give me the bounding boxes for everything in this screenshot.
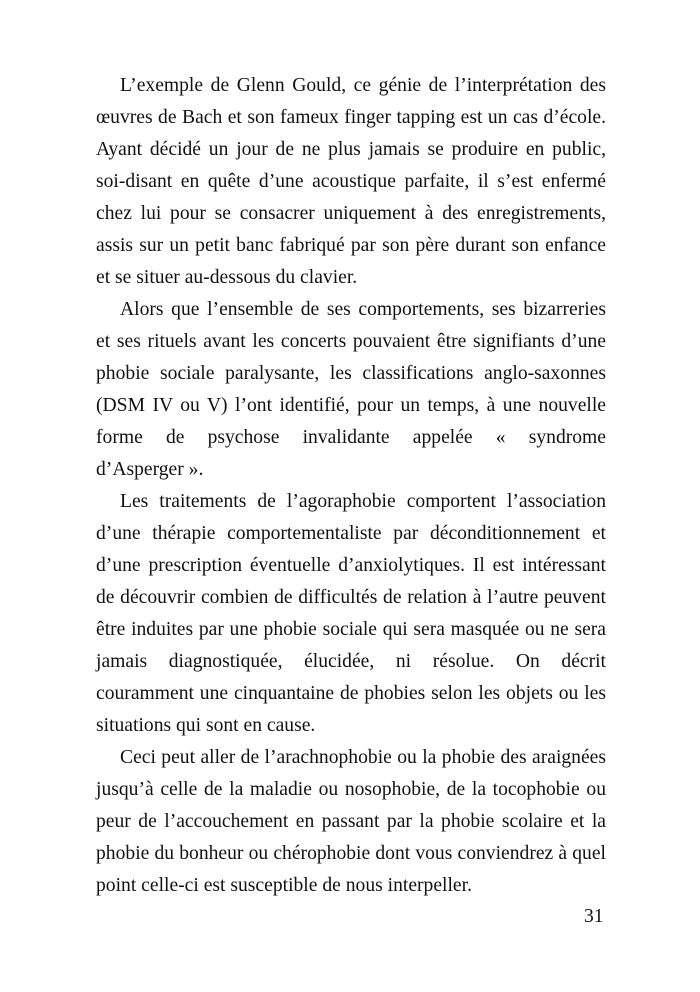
text-line: être induites par une phobie sociale qui sera masquée ou ne sera [96, 619, 606, 640]
text-line: assis sur un petit banc fabriqué par son père durant son enfance [96, 235, 606, 256]
text-line: Alors que l’ensemble de ses comportements, ses bizarreries [120, 299, 606, 320]
text-line: Ayant décidé un jour de ne plus jamais se produire en public, [96, 139, 606, 160]
text-line: et ses rituels avant les concerts pouvaient être signifiants d’une [96, 331, 606, 352]
text-line: jusqu’à celle de la maladie ou nosophobie, de la tocophobie ou [96, 779, 606, 800]
text-line: soi-disant en quête d’une acoustique parfaite, il s’est enfermé [96, 171, 606, 192]
paragraph [96, 742, 606, 902]
text-line: Les traitements de l’agoraphobie comportent l’association [120, 491, 606, 512]
text-line: phobie du bonheur ou chérophobie dont vous conviendrez à quel [96, 843, 606, 864]
text-line: peur de l’accouchement en passant par la phobie scolaire et la [96, 811, 606, 832]
text-line: point celle-ci est susceptible de nous interpeller. [96, 875, 472, 896]
text-line: Ceci peut aller de l’arachnophobie ou la phobie des araignées [120, 747, 606, 768]
text-line: couramment une cinquantaine de phobies selon les objets ou les [96, 683, 606, 704]
text-line: phobie sociale paralysante, les classifications anglo-saxonnes [96, 363, 606, 384]
text-line: œuvres de Bach et son fameux finger tapping est un cas d’école. [96, 107, 606, 128]
paragraph [96, 294, 606, 486]
text-line: forme de psychose invalidante appelée « syndrome [96, 427, 606, 448]
page-number: 31 [584, 906, 604, 927]
body-text [96, 70, 606, 902]
text-line: de découvrir combien de difficultés de relation à l’autre peuvent [96, 587, 606, 608]
text-line: chez lui pour se consacrer uniquement à des enregistrements, [96, 203, 606, 224]
text-line: jamais diagnostiquée, élucidée, ni résolue. On décrit [96, 651, 606, 672]
text-line: d’une thérapie comportementaliste par déconditionnement et [96, 523, 606, 544]
paragraph [96, 486, 606, 742]
text-line: d’Asperger ». [96, 459, 204, 480]
text-line: et se situer au-dessous du clavier. [96, 267, 358, 288]
paragraph [96, 70, 606, 294]
text-line: situations qui sont en cause. [96, 715, 316, 736]
text-line: L’exemple de Glenn Gould, ce génie de l’interprétation des [120, 75, 606, 96]
text-line: d’une prescription éventuelle d’anxiolytiques. Il est intéressant [96, 555, 606, 576]
text-line: (DSM IV ou V) l’ont identifié, pour un temps, à une nouvelle [96, 395, 606, 416]
